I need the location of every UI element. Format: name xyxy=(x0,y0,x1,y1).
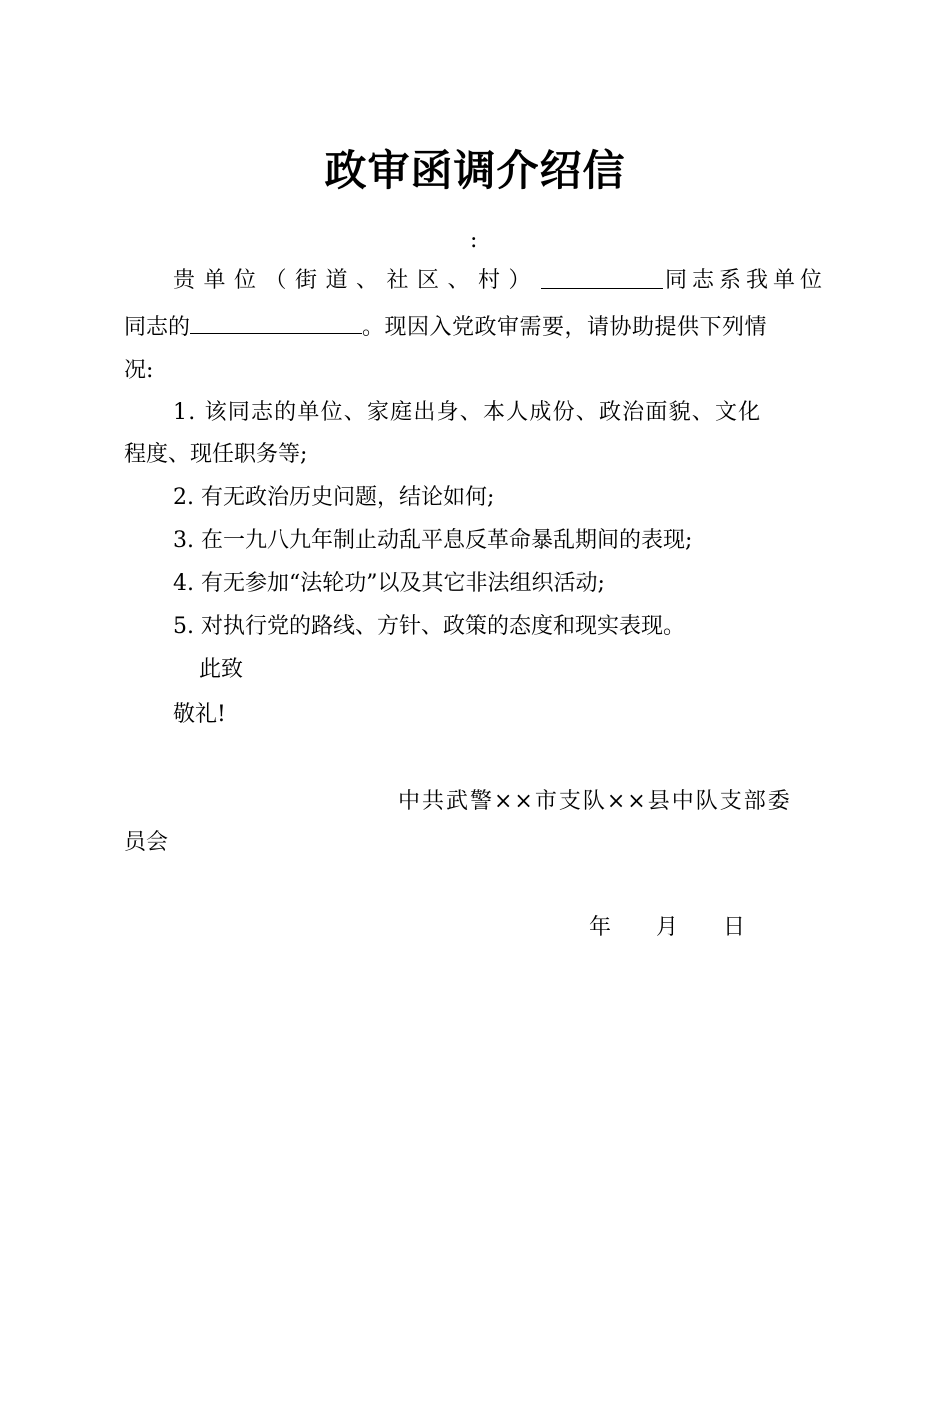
paragraph-1-lead: 贵单位（街道、社区、村） xyxy=(173,268,540,293)
signature-line-1: 中共武警××市支队××县中队支部委 xyxy=(398,789,792,814)
paragraph-1-line-3: 况: xyxy=(124,358,154,383)
item-4: 4. 有无参加“法轮功”以及其它非法组织活动; xyxy=(173,571,605,596)
item-3: 3. 在一九八九年制止动乱平息反革命暴乱期间的表现; xyxy=(173,528,693,553)
relation-blank xyxy=(190,311,362,334)
paragraph-1-line2-lead: 同志的 xyxy=(124,315,191,340)
item-2: 2. 有无政治历史问题，结论如何; xyxy=(173,485,495,510)
salutation: : xyxy=(470,228,478,253)
name-blank xyxy=(541,266,663,289)
date-year: 年 xyxy=(589,915,612,940)
paragraph-1-line-1 xyxy=(173,266,827,296)
paragraph-1-line2-tail: 。现因入党政审需要，请协助提供下列情 xyxy=(362,315,768,340)
paragraph-1-line-2 xyxy=(124,311,827,343)
document-title: 政审函调介绍信 xyxy=(324,146,626,195)
closing-line-2: 敬礼! xyxy=(173,702,226,727)
date-day: 日 xyxy=(723,915,746,940)
item-1-line-1: 1. 该同志的单位、家庭出身、本人成份、政治面貌、文化 xyxy=(173,400,762,425)
signature-line-2: 员会 xyxy=(124,830,169,855)
closing-line-1: 此致 xyxy=(199,657,244,682)
paragraph-1-after-blank: 同志系我单位 xyxy=(664,268,827,293)
item-1-line-2: 程度、现任职务等; xyxy=(124,442,308,467)
date-line xyxy=(589,913,745,943)
item-5: 5. 对执行党的路线、方针、政策的态度和现实表现。 xyxy=(173,614,685,639)
date-month: 月 xyxy=(656,915,679,940)
